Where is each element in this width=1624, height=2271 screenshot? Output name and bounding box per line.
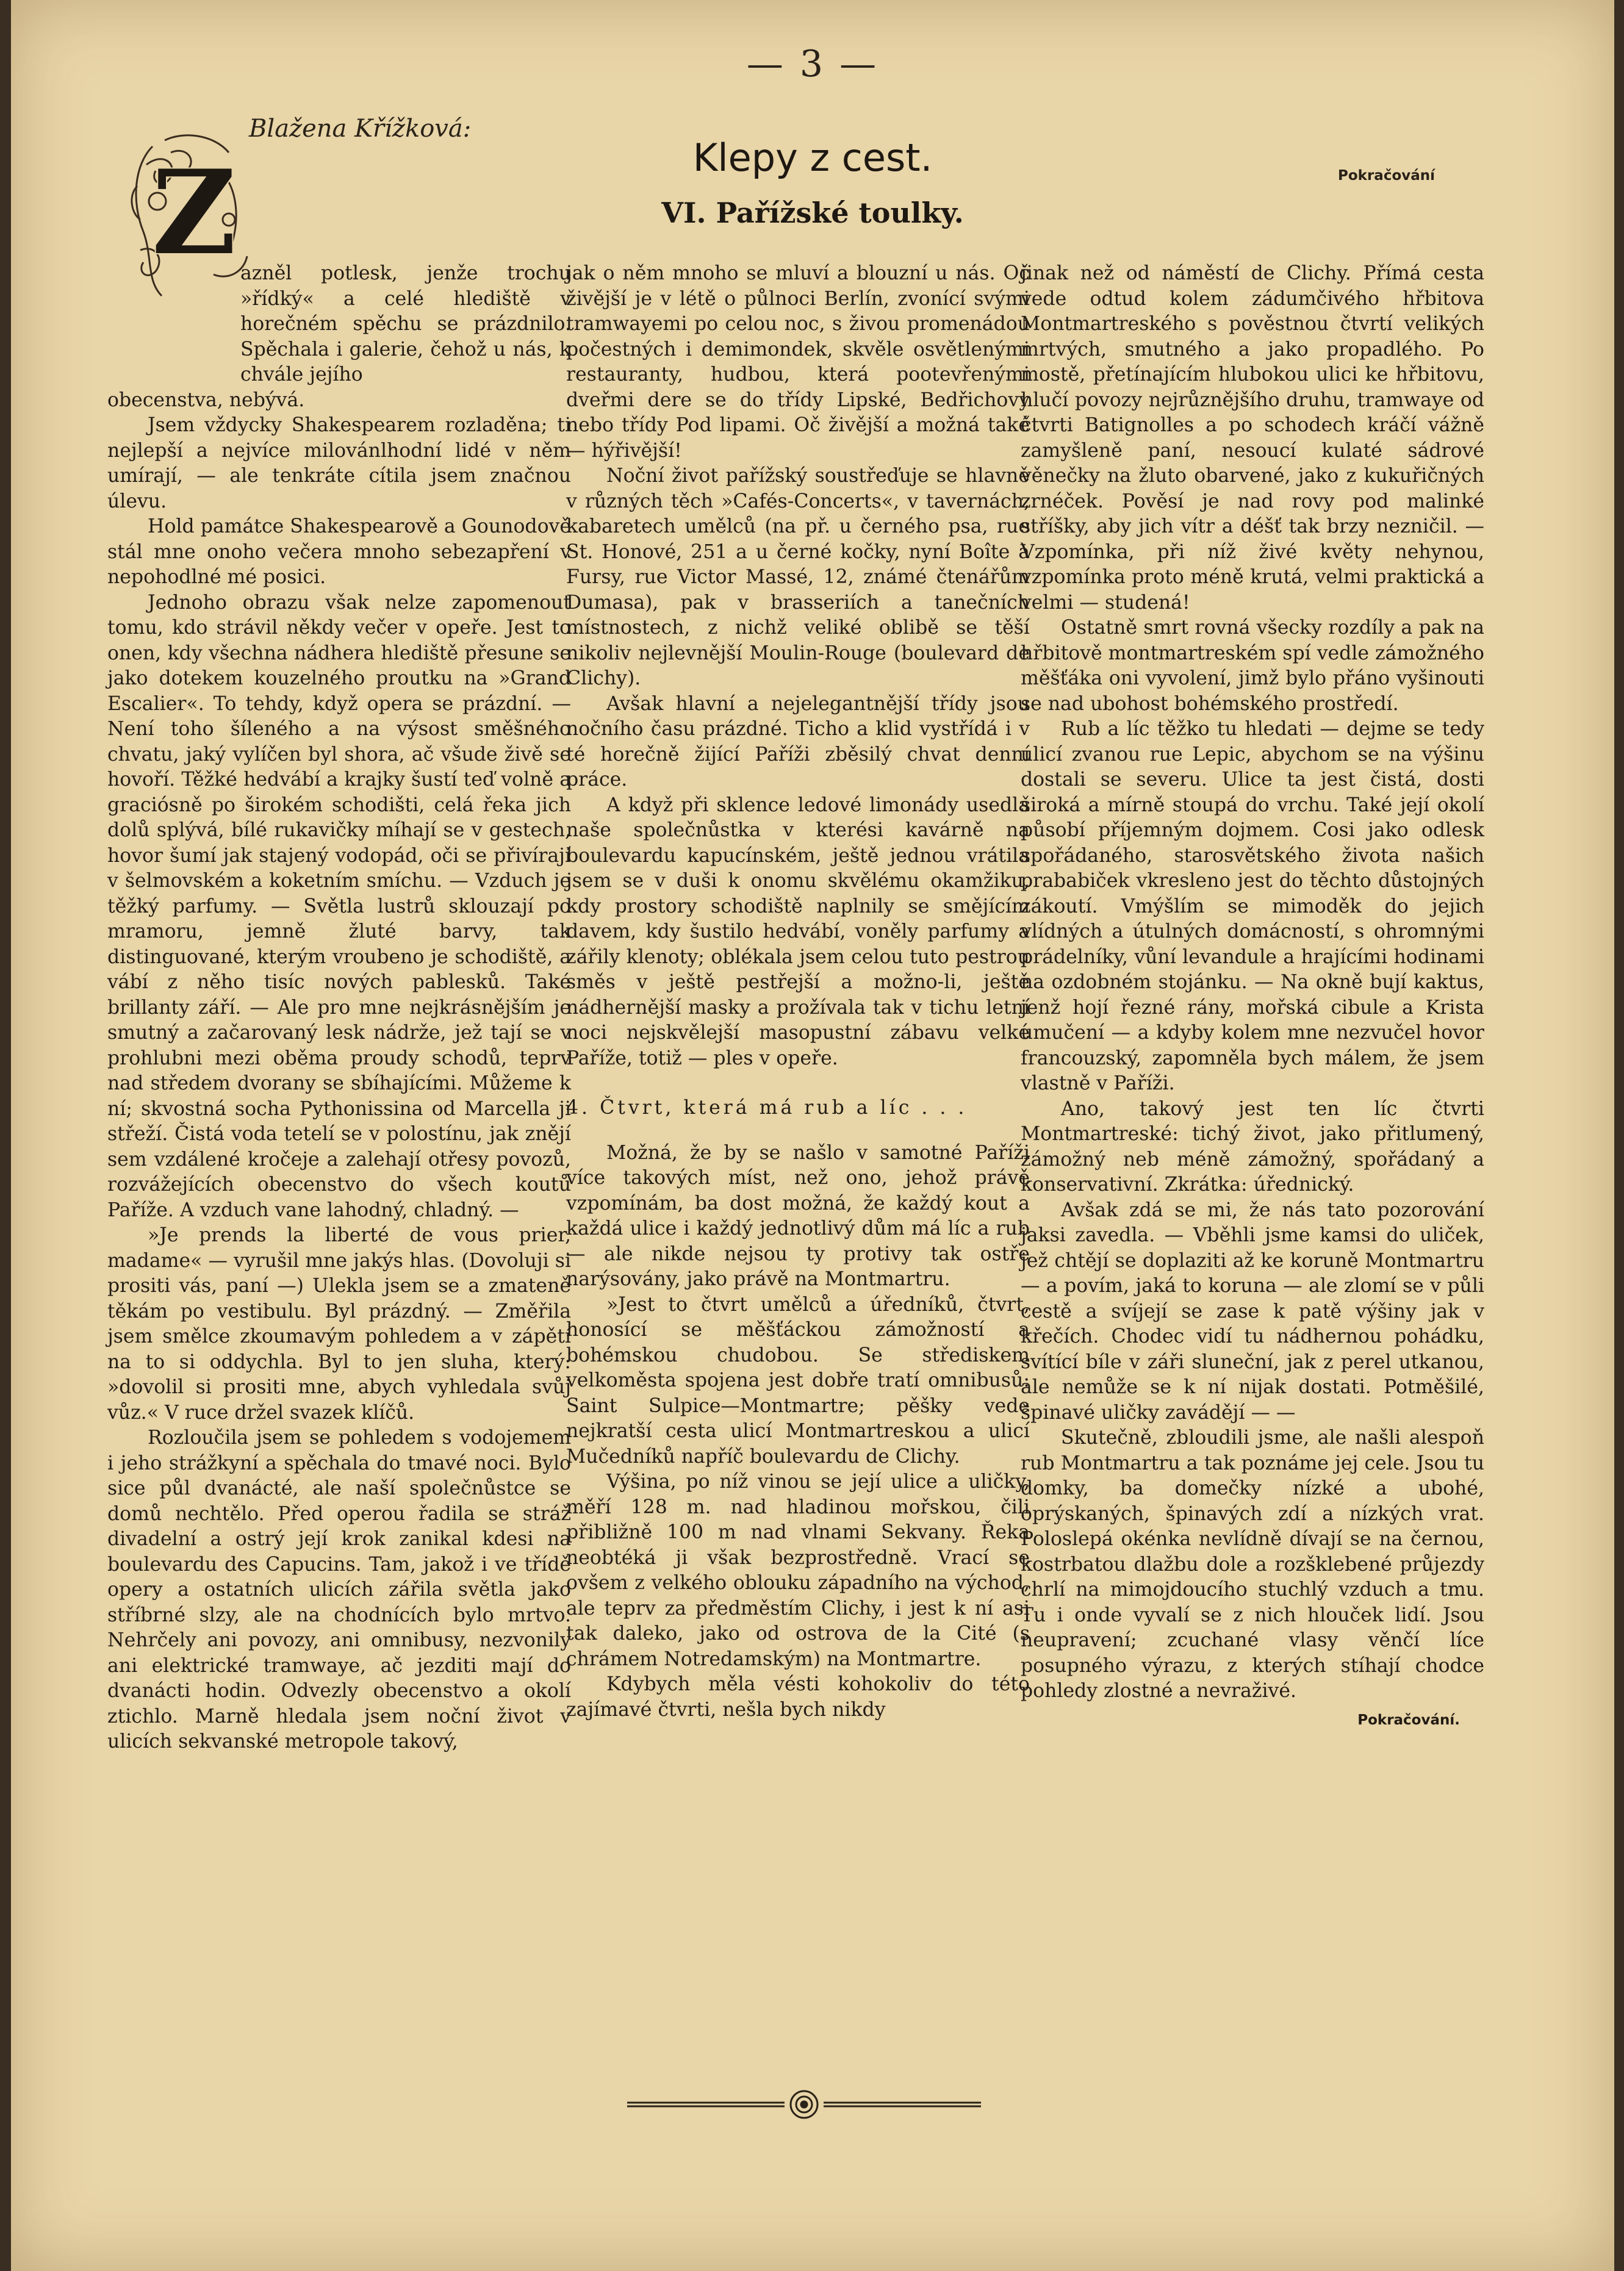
paragraph: Rub a líc těžko tu hledati — dejme se tedy ulicí zvanou rue Lepic, abychom se na výšinu dostali se severu. Ulice ta jest čistá, dosti široká a mírně stoupá do vrchu. Také její okolí působí příjemným dojmem. Cosi jako odlesk spořádaného, starosvětského života našich prababiček vkresleno jest do těchto důstojných zákoutí. Vmýšlím se mimoděk do jejich vlídných a útulných domácností, s ohromnými prádelníky, vůní levandule a hrajícími hodinami na ozdobném stojánku. — Na okně bují kaktus, jenž hojí řezné rány, mořská cibule a Krista umučení — a kdyby kolem mne nezvučel hovor francouzský, zapomněla bych málem, že jsem vlastně v Paříži. — [1021, 718, 1484, 1094]
ornament-divider — [621, 2089, 987, 2120]
continued-label-bottom: Pokračování. — [1357, 1712, 1460, 1728]
paragraph: jak o něm mnoho se mluví a blouzní u nás. Oč živější je v létě o půlnoci Berlín, zvonící svými tramwayemi po celou noc, s živou promenádou počestných i demimondek, skvěle osvětlenými restauranty, hudbou, která pootevřenými dveřmi dere se do třídy Lipské, Bedřichovy nebo třídy Pod lipami. Oč živější a možná také — hýřivější! — [566, 262, 1030, 462]
paragraph: Hold památce Shakespearově a Gounodově stál mne onoho večera mnoho sebezapření v nepohodlné mé posici. — [107, 515, 571, 588]
paragraph: Kdybych měla vésti kohokoliv do této zajímavé čtvrti, nešla bych nikdy — [566, 1673, 1030, 1721]
column-2 — [566, 261, 1030, 1723]
paragraph: »Je prends la liberté de vous prier, madame« — vyrušil mne jakýs hlas. (Dovoluji si prositi vás, paní —) Ulekla jsem se a zmateně těkám po vestibulu. Byl prázdný. — Změřila jsem smělce zkoumavým pohledem a v zápětí na to si oddychla. Byl to jen sluha, který: »dovolil si prositi mne, abych vyhledala svůj vůz.« V ruce držel svazek klíčů. — [107, 1224, 571, 1424]
section-heading: 4. Čtvrt, která má rub a líc . . . — [566, 1097, 968, 1119]
author-byline: Blažena Křížková: — [249, 115, 472, 143]
article-title: Klepy z cest. — [692, 135, 933, 180]
paragraph: Avšak zdá se mi, že nás tato pozorování jaksi zavedla. — Vběhli jsme kamsi do uliček, jež chtějí se doplaziti až ke koruně Montmartru — a povím, jaká to koruna — ale zlomí se v půli cestě a svíjejí se zase k patě výšiny jak v křečích. Chodec vidí tu nádhernou pohádku, svítící bíle v záři sluneční, jak z perel utkanou, ale nemůže se k ní nijak dostati. Potměšilé, špinavé uličky zavádějí — — — [1021, 1199, 1484, 1424]
article-subtitle: VI. Pařížské toulky. — [661, 196, 964, 229]
newspaper-page — [11, 0, 1614, 2271]
paragraph: Avšak hlavní a nejelegantnější třídy jsou nočního času prázdné. Ticho a klid vystřídá i v té horečně žijící Paříži zběsilý chvat denní práce. — [566, 692, 1030, 791]
paragraph: Jsem vždycky Shakespearem rozladěna; ti nejlepší a nejvíce milovánlhodní lidé v něm umírají, — ale tenkráte cítila jsem značnou úlevu. — [107, 414, 571, 512]
paragraph: Rozloučila jsem se pohledem s vodojemem i jeho strážkyní a spěchala do tmavé noci. Bylo sice půl dvanácté, ale naší společnůstce se domů nechtělo. Před operou řadila se stráž divadelní a ostrý její krok zanikal kdesi na boulevardu des Capucins. Tam, jakož i ve třídě opery a ostatních ulicích zářila světla jako stříbrné slzy, ale na chodnících bylo mrtvo. Nehrčely ani povozy, ani omnibusy, nezvonily ani elektrické tramwaye, ač jezditi mají do dvanácti hodin. Odvezly obecenstvo a okolí ztichlo. Marně hledala jsem noční život v ulicích sekvanské metropole takový, — [107, 1427, 571, 1753]
page-number: — 3 — — [746, 43, 879, 85]
paragraph: »Jest to čtvrt umělců a úředníků, čtvrt, honosící se měšťáckou zámožností a bohémskou chudobou. Se střediskem velkoměsta spojena jest dobře tratí omnibusů: Saint Sulpice—Montmartre; pěšky vede nejkratší cesta ulicí Montmartreskou a ulicí Mučedníků napříč boulevardu de Clichy. — [566, 1293, 1030, 1468]
paragraph: A když při sklence ledové limonády usedla naše společnůstka v kterési kavárně na boulevardu kapucínském, ještě jednou vrátila jsem se v duši k onomu skvělému okamžiku, kdy prostory schodiště naplnily se smějícím davem, kdy šustilo hedvábí, voněly parfumy a zářily klenoty; oblékala jsem celou tuto pestrou směs v ještě pestřejší a možno-li, ještě nádhernější masky a prožívala tak v tichu letní noci nejskvělejší masopustní zábavu velké Paříže, totiž — ples v opeře. — [566, 794, 1030, 1069]
paragraph: Noční život pařížský soustřeďuje se hlavně v různých těch »Cafés-Concerts«, v tavernách, kabaretech umělců (na př. u černého psa, rue St. Honové, 251 a u černé kočky, nyní Boîte à Fursy, rue Victor Massé, 12, známé čtenářům Dumasa), pak v brasseriích a tanečních místnostech, z nichž veliké oblibě se těší nikoliv nejlevnější Moulin-Rouge (boulevard de Clichy). — [566, 465, 1030, 689]
paragraph: Ostatně smrt rovná všecky rozdíly a pak na hřbitově montmartreském spí vedle zámožného měšťáka oni vyvolení, jimž bylo přáno vyšinouti se nad ubohost bohémského prostředí. — [1021, 617, 1485, 715]
column-1 — [107, 261, 571, 1755]
paragraph: Jednoho obrazu však nelze zapomenout tomu, kdo strávil někdy večer v opeře. Jest to onen, kdy všechna nádhera hlediště přesune se jako dotekem kouzelného proutku na »Grand Escalier«. To tehdy, když opera se prázdní. — Není toho šíleného a na výsost směšného chvatu, jaký vylíčen byl shora, ač všude živě se hovoří. Těžké hedvábí a krajky šustí teď volně a graciósně po širokém schodišti, celá řeka jich dolů splývá, bílé rukavičky míhají se v gestech, hovor šumí jak stajený vodopád, oči se přivírají v šelmovském a koketním smíchu. — Vzduch je těžký parfumy. — Světla lustrů sklouzají po mramoru, jemně žluté barvy, tak distinguované, kterým vroubeno je schodiště, a vábí z něho tisíc nových pablesků. Také brillanty září. — Ale pro mne nejkrásnějším je smutný a začarovaný lesk nádrže, jež tají se v prohlubni mezi oběma proudy schodů, teprv nad středem dvorany se sbíhajícími. Můžeme k ní; skvostná socha Pythonissina od Marcella ji střeží. Čistá voda tetelí se v polostínu, jak znějí sem vzdálené kročeje a zalehají otřesy povozů, rozvážejících obecenstvo do všech koutů Paříže. A vzduch vane lahodný, chladný. — — [107, 591, 571, 1221]
lead-paragraph-tail: obecenstva, nebývá. — [107, 389, 305, 411]
continued-label-top: Pokračování — [1338, 168, 1435, 184]
paragraph: Ano, takový jest ten líc čtvrti Montmartreské: tichý život, jako přitlumený, zámožný neb méně zámožný, spořádaný a konservativní. Zkrátka: úřednický. — [1021, 1097, 1484, 1196]
lead-paragraph: azněl potlesk, jenže trochu »řídký« a celé hlediště v horečném spěchu se prázdnilo. Spěchala i galerie, čehož u nás, k chvále jejího — [240, 262, 571, 386]
paragraph: Skutečně, zbloudili jsme, ale našli alespoň rub Montmartru a tak poznáme jej cele. Jsou tu domky, ba domečky nízké a ubohé, oprýskaných, špinavých zdí a nízkých vrat. Poloslepá okénka nevlídně dívají se na černou, kostrbatou dlažbu dole a rozšklebené průjezdy chrlí na mimojdoucího stuchlý vzduch a tmu. Tu i onde vyvalí se z nich hlouček lidí. Jsou neupravení; zcuchané vlasy věnčí líce posupného výrazu, z kterých stíhají chodce pohledy zlostné a nevraživé. — [1021, 1427, 1484, 1702]
paragraph: Výšina, po níž vinou se její ulice a uličky, měří 128 m. nad hladinou mořskou, čili přibližně 100 m nad vlnami Sekvany. Řeka neobtéká ji však bezprostředně. Vrací se ovšem z velkého oblouku západního na východ, ale teprv za předměstím Clichy, i jest k ní asi tak daleko, jako od ostrova de la Cité (s chrámem Notredamským) na Montmartre. — [566, 1471, 1030, 1670]
column-3 — [1021, 261, 1484, 1733]
dropcap-letter: Z — [151, 145, 237, 281]
paragraph: Možná, že by se našlo v samotné Paříži více takových míst, než ono, jehož právě vzpomínám, ba dost možná, že každý kout a každá ulice i každý jednotlivý dům má líc a rub — ale nikde nejsou ty protivy tak ostře narýsovány, jako právě na Montmartru. — [566, 1141, 1030, 1290]
paragraph: jinak než od náměstí de Clichy. Přímá cesta vede odtud kolem zádumčivého hřbitova Montmartreského s pověstnou čtvrtí velikých mrtvých, smutného a jako propadlého. Po mostě, přetínajícím hlubokou ulici ke hřbitovu, hlučí povozy nejrůznějšího druhu, tramwaye od čtvrti Batignolles a po schodech kráčí vážně zamyšleně paní, nesoucí kulaté sádrové věnečky na žluto obarvené, jako z kukuřičných zrnéček. Pověsí je nad rovy pod malinké stříšky, aby jich vítr a déšť tak brzy nezničil. — Vzpomínka, při níž živé květy nehynou, vzpomínka proto méně krutá, velmi praktická a velmi — studená! — [1021, 262, 1484, 614]
